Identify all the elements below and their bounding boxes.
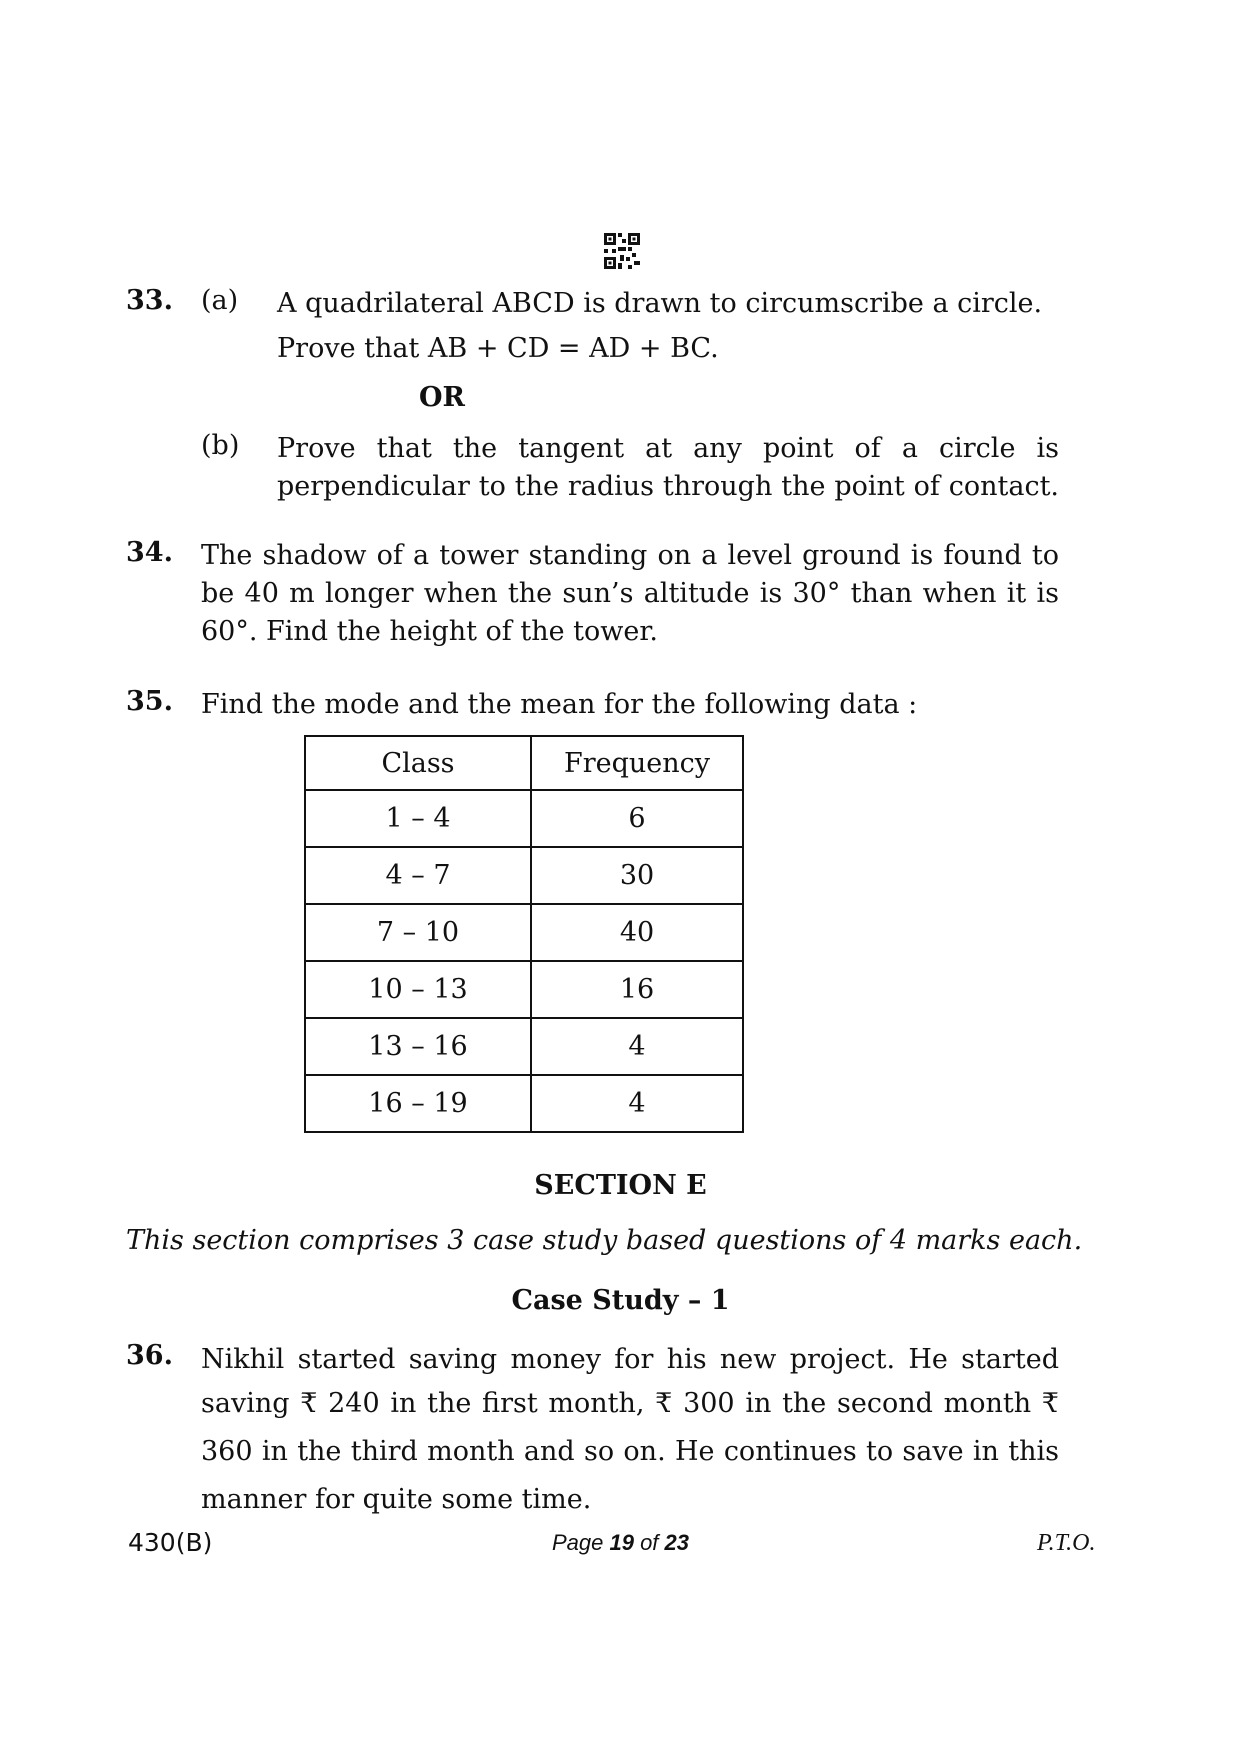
- table-row: [305, 961, 743, 1018]
- question-36-line: Nikhil started saving money for his new project. He started: [201, 1344, 1059, 1375]
- table-row: [305, 1018, 743, 1075]
- total-pages: 23: [664, 1530, 690, 1555]
- section-instructions: This section comprises 3 case study based questions of 4 marks each.: [126, 1225, 1083, 1256]
- table-row: [305, 847, 743, 904]
- table-row: [305, 1075, 743, 1132]
- question-36-line: saving ₹ 240 in the first month, ₹ 300 in the second month ₹: [201, 1388, 1059, 1419]
- question-36-line: manner for quite some time.: [201, 1484, 592, 1515]
- frequency-column-header: Frequency: [531, 736, 743, 790]
- frequency-table: [304, 735, 744, 1133]
- question-33b-text: Prove that the tangent at any point of a circle is perpendicular to the radius through the point of contact.: [277, 433, 1059, 502]
- question-36-text: [201, 1340, 1059, 1520]
- question-number-34: 34.: [126, 537, 173, 568]
- frequency-cell: 6: [531, 790, 743, 847]
- class-cell: 4 – 7: [305, 847, 531, 904]
- please-turn-over: P.T.O.: [1037, 1530, 1096, 1556]
- option-b-label: (b): [201, 430, 240, 461]
- question-36-line: 360 in the third month and so on. He continues to save in this: [201, 1436, 1059, 1467]
- question-33a-line1: A quadrilateral ABCD is drawn to circumscribe a circle.: [277, 288, 1043, 319]
- class-column-header: Class: [305, 736, 531, 790]
- question-number-35: 35.: [126, 686, 173, 717]
- or-separator: OR: [419, 382, 465, 413]
- table-row: [305, 904, 743, 961]
- page-number: Page 19 of 23: [551, 1530, 690, 1555]
- class-cell: 1 – 4: [305, 790, 531, 847]
- frequency-cell: 30: [531, 847, 743, 904]
- frequency-cell: 4: [531, 1075, 743, 1132]
- class-cell: 10 – 13: [305, 961, 531, 1018]
- question-number-33: 33.: [126, 285, 173, 316]
- current-page: 19: [609, 1530, 634, 1555]
- option-a-label: (a): [201, 285, 239, 316]
- qr-code-icon: [604, 233, 640, 269]
- class-cell: 13 – 16: [305, 1018, 531, 1075]
- question-33a-line2: Prove that AB + CD = AD + BC.: [277, 333, 719, 364]
- frequency-cell: 40: [531, 904, 743, 961]
- frequency-cell: 4: [531, 1018, 743, 1075]
- case-study-title: Case Study – 1: [511, 1285, 730, 1316]
- question-34-text: The shadow of a tower standing on a level ground is found to be 40 m longer when the sun’s altitude is 30° than when it is 60°. Find the height of the tower.: [201, 540, 1059, 647]
- section-title: SECTION E: [534, 1170, 707, 1201]
- question-number-36: 36.: [126, 1340, 173, 1371]
- paper-code: 430(B): [128, 1528, 213, 1557]
- frequency-cell: 16: [531, 961, 743, 1018]
- class-cell: 7 – 10: [305, 904, 531, 961]
- table-row: [305, 790, 743, 847]
- question-35-text: Find the mode and the mean for the following data :: [201, 689, 918, 720]
- class-cell: 16 – 19: [305, 1075, 531, 1132]
- table-header-row: [305, 736, 743, 790]
